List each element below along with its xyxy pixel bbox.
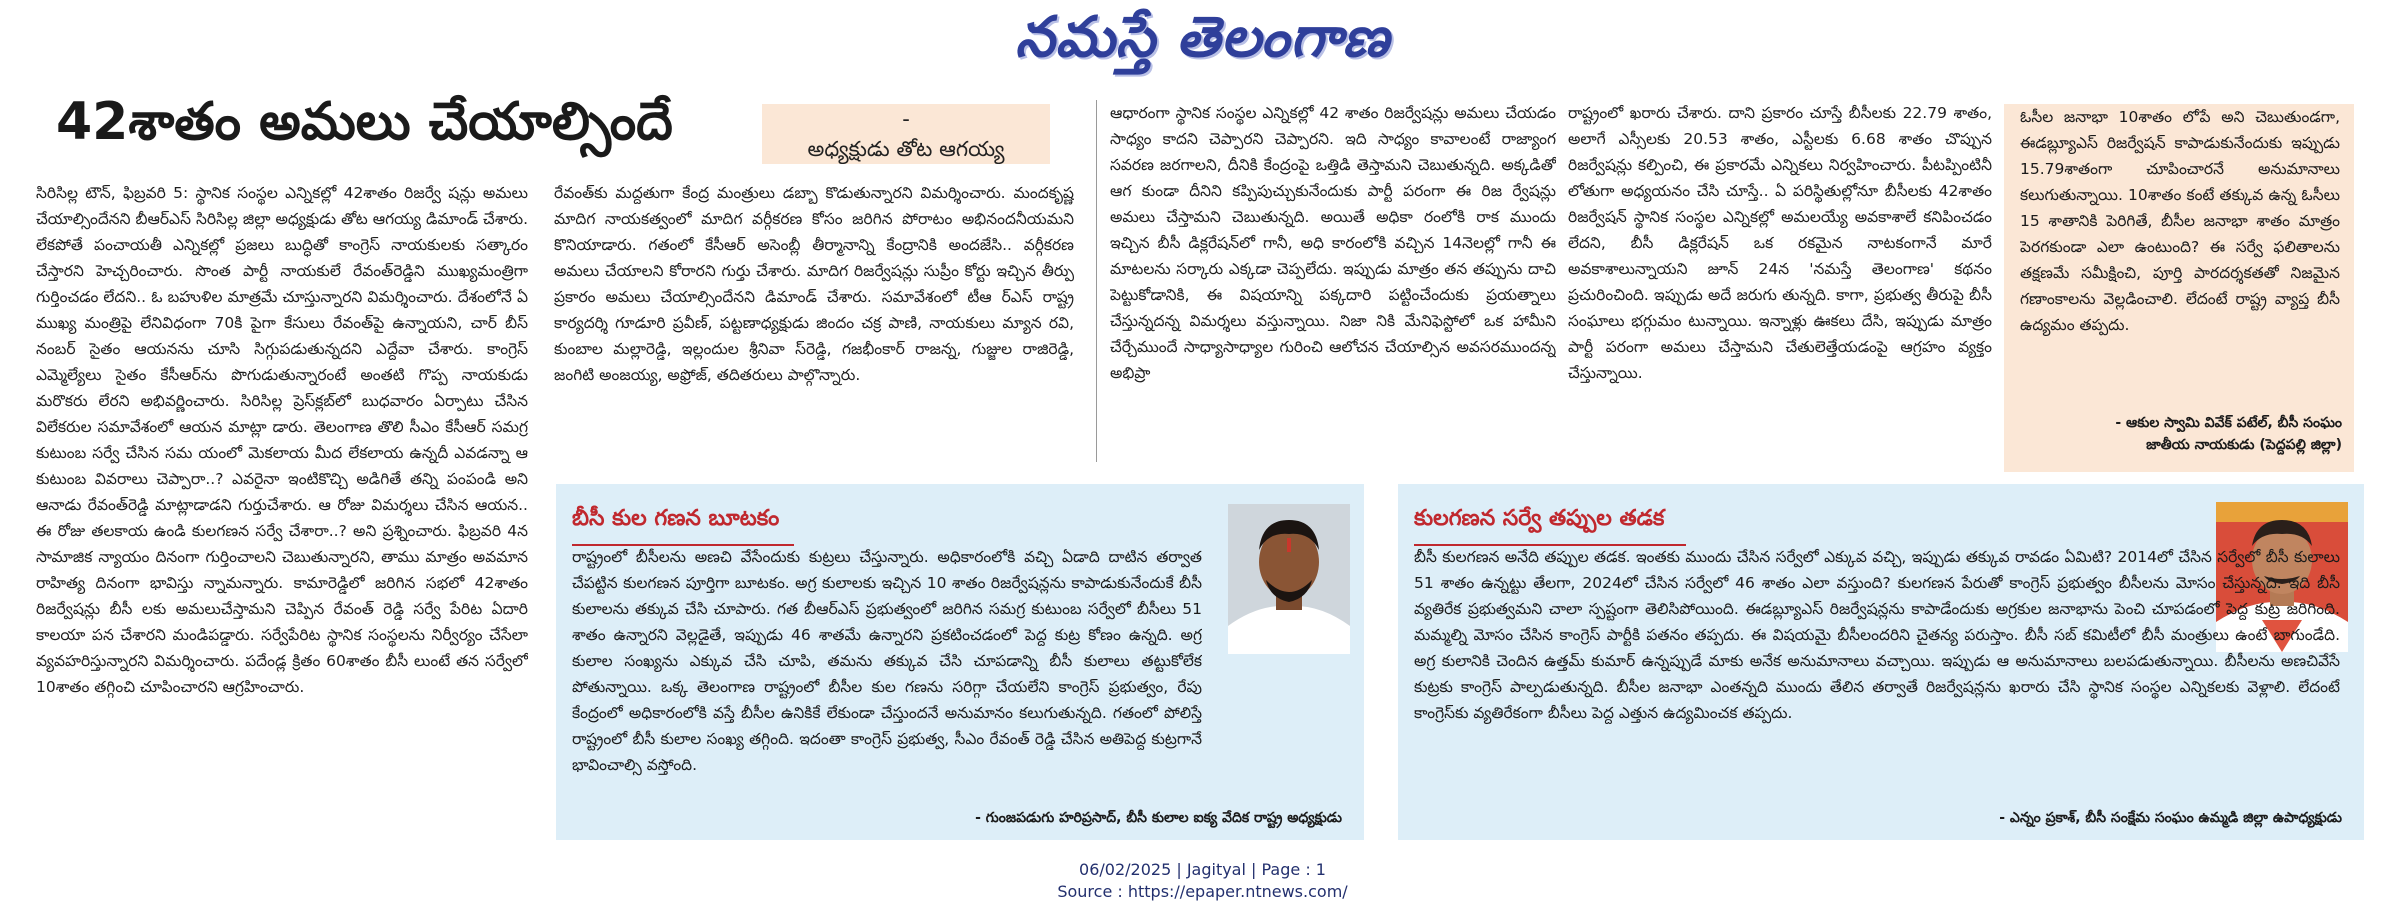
opinion-box-2-signature: - ఎన్నం ప్రకాశ్, బీసీ సంక్షేమ సంఘం ఉమ్మడి జిల్లా ఉపాధ్యక్షుడు	[1999, 810, 2342, 826]
article-col-4: రాష్ట్రంలో ఖరారు చేశారు. దాని ప్రకారం చూస్తే బీసీలకు 22.79 శాతం, అలాగే ఎస్సీలకు 20.53 శాతం, ఎస్టీలకు 6.68 శాతం చొప్పున రిజర్వేషన్లు కల్పించి, ఈ ప్రకారమే ఎన్నికలు నిర్వహించారు. పీటప్పింటినీ లోతుగా అధ్యయనం చేసి చూస్తే.. ఏ పరిస్థితుల్లోనూ బీసీలకు 42శాతం రిజర్వేషన్ స్థానిక సంస్థల ఎన్నికల్లో అమలయ్యే అవకాశాలే కనిపించడం లేదని, బీసీ డిక్లరేషన్ ఒక రకమైన నాటకంగానే మారే అవకాశాలున్నాయని జూన్ 24న 'నమస్తే తెలంగాణ' కథనం ప్రచురించింది. ఇప్పుడు అదే జరుగు తున్నది. కాగా, ప్రభుత్వ తీరుపై బీసీ సంఘాలు భగ్గుమం టున్నాయి. ఇన్నాళ్లు ఊకలు దేసి, ఇప్పుడు మాత్రం పార్టీ పరంగా అమలు చేస్తామని చేతులెత్తేయడంపై ఆగ్రహం వ్యక్తం చేస్తున్నాయి.	[1568, 104, 1992, 382]
opinion-box-2-body: బీసీ కులగణన అనేది తప్పుల తడక. ఇంతకు ముందు చేసిన సర్వేలో ఎక్కువ వచ్చి, ఇప్పుడు తక్కువ రావడం ఏమిటి? 2014లో చేసిన సర్వేలో బీసీ కులాలు 51 శాతం ఉన్నట్టు తేలగా, 2024లో చేసిన సర్వేలో 46 శాతం ఎలా వస్తుంది? కులగణన పేరుతో కాంగ్రెస్ ప్రభుత్వం బీసీలను మోసం చేస్తున్నది. ఇది బీసీ వ్యతిరేక ప్రభుత్వమని చాలా స్పష్టంగా తెలిసిపోయింది. ఈడబ్ల్యూఎస్ రిజర్వేషన్లను కాపాడేందుకు అగ్రకుల జనాభాను పెంచి చూపడంలో పెద్ద కుట్ర జరిగింది. మమ్మల్ని మోసం చేసిన కాంగ్రెస్ పార్టీకి పతనం తప్పదు. ఈ విషయమై బీసీలందరిని చైతన్య పరుస్తాం. బీసీ సబ్ కమిటీలో బీసీ మంత్రులు ఉంటే బాగుండేది. అగ్ర కులానికి చెందిన ఉత్తమ్ కుమార్ ఉన్నప్పుడే మాకు అనేక అనుమానాలు వచ్చాయి. ఇప్పుడు ఆ అనుమానాలు బలపడుతున్నాయి. బీసీలను అణచివేసే కుట్రకు కాంగ్రెస్ పాల్పడుతున్నది. బీసీల జనాభా ఎంతన్నది ముందు తేలిన తర్వాతే రిజర్వేషన్లను ఖరారు చేసి స్థానిక సంస్థల ఎన్నికలకు వెళ్లాలి. లేదంటే కాంగ్రెస్‌కు వ్యతిరేకంగా బీసీలు పెద్ద ఎత్తున ఉద్యమించక తప్పదు.	[1414, 548, 2340, 722]
opinion-box-1-signature: - గుంజపడుగు హరిప్రసాద్, బీసీ కులాల ఐక్య వేదిక రాష్ట్ర అధ్యక్షుడు	[975, 810, 1342, 826]
column-divider	[1096, 100, 1097, 462]
pull-quote	[762, 104, 1050, 164]
footer-source-link[interactable]: Source : https://epaper.ntnews.com/	[1057, 882, 1348, 901]
footer-date-line: 06/02/2025 | Jagityal | Page : 1	[1079, 860, 1326, 879]
article-col-2: రేవంత్‌కు మద్దతుగా కేంద్ర మంత్రులు డబ్బా కొడుతున్నారని విమర్శించారు. మందకృష్ణ మాదిగ నాయకత్వంలో మాదిగ వర్గీకరణ కోసం జరిగిన పోరాటం అభినందనీయమని కొనియాడారు. గతంలో కేసీఆర్ అసెంబ్లీ తీర్మానాన్ని కేంద్రానికి అందజేసి.. వర్గీకరణ అమలు చేయాలని కోరారని గుర్తు చేశారు. మాదిగ రిజర్వేషన్లు సుప్రీం కోర్టు ఇచ్చిన తీర్పు ప్రకారం అమలు చేయాల్సిందేనని డిమాండ్ చేశారు. సమావేశంలో టీఆ ర్ఎస్ రాష్ట్ర కార్యదర్శి గూడూరి ప్రవీణ్, పట్టణాధ్యక్షుడు జిందం చక్ర పాణి, నాయకులు మ్యాన రవి, కుంబాల మల్లారెడ్డి, ఇల్లందుల శ్రీనివా స్‌రెడ్డి, గజభీంకార్ రాజన్న, గుజ్జుల రాజిరెడ్డి, జంగిటి అంజయ్య, అఫ్రోజ్, తదితరులు పాల్గొన్నారు.	[554, 184, 1074, 384]
portrait-photo-1	[1228, 504, 1350, 654]
article-col-1: సిరిసిల్ల టౌన్, ఫిబ్రవరి 5: స్థానిక సంస్థల ఎన్నికల్లో 42శాతం రిజర్వే షన్లు అమలు చేయాల్సిందేనని బీఆర్ఎస్ సిరిసిల్ల జిల్లా అధ్యక్షుడు తోట ఆగయ్య డిమాండ్ చేశారు. లేకపోతే పంచాయతీ ఎన్నికల్లో ప్రజలు బుద్ధితో కాంగ్రెస్ నాయకులకు సత్కారం చేస్తారని హెచ్చరించారు. సొంత పార్టీ నాయకులే రేవంత్‌రెడ్డిని ముఖ్యమంత్రిగా గుర్తించడం లేదని.. ఓ బహుళిల మాత్రమే చూస్తున్నారని విమర్శించారు. దేశంలోనే ఏ ముఖ్య మంత్రిపై లేనివిధంగా 70కి పైగా కేసులు రేవంత్‌పై ఉన్నాయని, చార్ బీస్ నంబర్ సైతం ఆయనను చూసి సిగ్గుపడుతున్నదని ఎద్దేవా చేశారు. కాంగ్రెస్ ఎమ్మెల్యేలు సైతం కేసీఆర్‌ను పొగుడుతున్నారంటే అంతటి గొప్ప నాయకుడు మరొకరు లేరని అభివర్ణించారు. సిరిసిల్ల ప్రెస్‌క్లబ్‌లో బుధవారం ఏర్పాటు చేసిన విలేకరుల సమావేశంలో ఆయన మాట్లా డారు. తెలంగాణ తొలి సీఎం కేసీఆర్ సమగ్ర కుటుంబ సర్వే చేసిన సమ యంలో మెకలాయ మీద లేకలాయ ఉన్నదీ ఎవడన్నా ఆ కుటుంబ వివరాలు చెప్పారా..? ఎవరైనా ఇంటికొచ్చి అడిగితే తన్ని పంపండి అని ఆనాడు రేవంత్‌రెడ్డి మాట్లాడాడని గుర్తుచేశారు. ఆ రోజు విమర్శలు చేసిన ఆయన.. ఈ రోజు తలకాయ ఉండి కులగణన సర్వే చేశారా..? అని ప్రశ్నించారు. ఫిబ్రవరి 4న సామాజిక న్యాయం దినంగా గుర్తించాలని చెబుతున్నారని, తాము మాత్రం అవమాన రాహిత్య దినంగా భావిస్తు న్నామన్నారు. కామారెడ్డిలో జరిగిన సభలో 42శాతం రిజర్వేషన్లు బీసీ లకు అమలుచేస్తామని చెప్పిన రేవంత్ రెడ్డి సర్వే పేరిట ఏదారి కాలయా పన చేశారని మండిపడ్డారు. సర్వేపేరిట స్థానిక సంస్థలను నిర్వీర్యం చేసేలా వ్యవహరిస్తున్నారని విమర్శించారు. పదేండ్ల క్రితం 60శాతం బీసీ లుంటే తన సర్వేలో 10శాతం తగ్గించి చూపించారని ఆగ్రహించారు.	[36, 184, 528, 696]
opinion-box-1	[556, 484, 1364, 840]
masthead-title: నమస్తే తెలంగాణ	[1015, 4, 1390, 70]
sidebar-quote-box	[2004, 104, 2354, 472]
opinion-box-2-title: కులగణన సర్వే తప్పుల తడక	[1414, 506, 1665, 531]
sidebar-signature	[2022, 412, 2342, 456]
pull-quote-line1: -	[902, 107, 910, 131]
sidebar-text: ఓసీల జనాభా 10శాతం లోపే అని చెబుతుండగా, ఈడబ్ల్యూఎస్ రిజర్వేషన్ కాపాడుకునేందుకు ఇప్పుడు 15.79శాతంగా చూపించారనే అనుమానాలు కలుగుతున్నాయి. 10శాతం కంటే తక్కువ ఉన్న ఓసీలు 15 శాతానికి పెరిగితే, బీసీల జనాభా శాతం మాత్రం పెరగకుండా ఎలా ఉంటుంది? ఈ సర్వే ఫలితాలను తక్షణమే సమీక్షించి, పూర్తి పారదర్శకతతో నిజమైన గణాంకాలను వెల్లడించాలి. లేదంటే రాష్ట్ర వ్యాప్త బీసీ ఉద్యమం తప్పదు.	[2020, 108, 2340, 334]
sidebar-signature-line2: జాతీయ నాయకుడు (పెద్దపల్లి జిల్లా)	[2146, 437, 2342, 453]
article-col-3: ఆధారంగా స్థానిక సంస్థల ఎన్నికల్లో 42 శాతం రిజర్వేషన్లు అమలు చేయడం సాధ్యం కాదని చెప్పారని చెప్పారని. ఇది సాధ్యం కావాలంటే రాజ్యాంగ సవరణ జరగాలని, దీనికి కేంద్రంపై ఒత్తిడి తెస్తామని చెబుతున్నది. అక్కడితో ఆగ కుండా దీనిని కప్పిపుచ్చుకునేందుకు పార్టీ పరంగా ఈ రిజ ర్వేషన్లు అమలు చేస్తామని చెబుతున్నది. అయితే అధికా రంలోకి రాక ముందు ఇచ్చిన బీసీ డిక్లరేషన్‌లో గానీ, అధి కారంలోకి వచ్చిన 14నెలల్లో గానీ ఈ మాటలను సర్కారు ఎక్కడా చెప్పలేదు. ఇప్పుడు మాత్రం తన తప్పును దాచి పెట్టుకోడానికి, ఈ విషయాన్ని పక్కదారి పట్టించేందుకు ప్రయత్నాలు చేస్తున్నదన్న విమర్శలు వస్తున్నాయి. నిజా నికి మేనిఫెస్టోలో ఒక హామీని చేర్చేముందే సాధ్యాసాధ్యాల గురించి ఆలోచన చేయాల్సిన అవసరముందన్న అభిప్రా	[1110, 104, 1556, 382]
opinion-box-1-body: రాష్ట్రంలో బీసీలను అణచి వేసేందుకు కుట్రలు చేస్తున్నారు. అధికారంలోకి వచ్చి ఏడాది దాటిన తర్వాత చేపట్టిన కులగణన పూర్తిగా బూటకం. అగ్ర కులాలకు ఇచ్చిన 10 శాతం రిజర్వేషన్లను కాపాడుకునేందుకే బీసీ కులాలను తక్కువ చేసి చూపారు. గత బీఆర్ఎస్ ప్రభుత్వంలో జరిగిన సమగ్ర కుటుంబ సర్వేలో బీసీలు 51 శాతం ఉన్నారని వెల్లడైతే, ఇప్పుడు 46 శాతమే ఉన్నారని ప్రకటించడంలో పెద్ద కుట్ర కోణం ఉన్నది. అగ్ర కులాల సంఖ్యను ఎక్కువ చేసి చూపి, తమను తక్కువ చేసి చూపడాన్ని బీసీ కులాలు తట్టుకోలేక పోతున్నాయి. ఒక్క తెలంగాణ రాష్ట్రంలో బీసీల కుల గణను సరిగ్గా చేయలేని కాంగ్రెస్ ప్రభుత్వం, రేపు కేంద్రంలో అధికారంలోకి వస్తే బీసీల ఉనికికే లేకుండా చేస్తుందనే అనుమానం కలుగుతున్నది. గతంలో పోలిస్తే రాష్ట్రంలో బీసీ కులాల సంఖ్య తగ్గింది. ఇదంతా కాంగ్రెస్ ప్రభుత్వ, సీఎం రేవంత్ రెడ్డి చేసిన అతిపెద్ద కుట్రగానే భావించాల్సి వస్తోంది.	[572, 548, 1202, 774]
opinion-box-2	[1398, 484, 2364, 840]
masthead	[0, 0, 2405, 88]
sidebar-signature-line1: - ఆకుల స్వామి వివేక్ పటేల్, బీసీ సంఘం	[2115, 415, 2342, 431]
opinion-box-1-title: బీసీ కుల గణన బూటకం	[572, 506, 780, 531]
headline: 42శాతం అమలు చేయాల్సిందే	[56, 92, 673, 152]
pull-quote-line2: అధ్యక్షుడు తోట ఆగయ్య	[807, 137, 1005, 161]
